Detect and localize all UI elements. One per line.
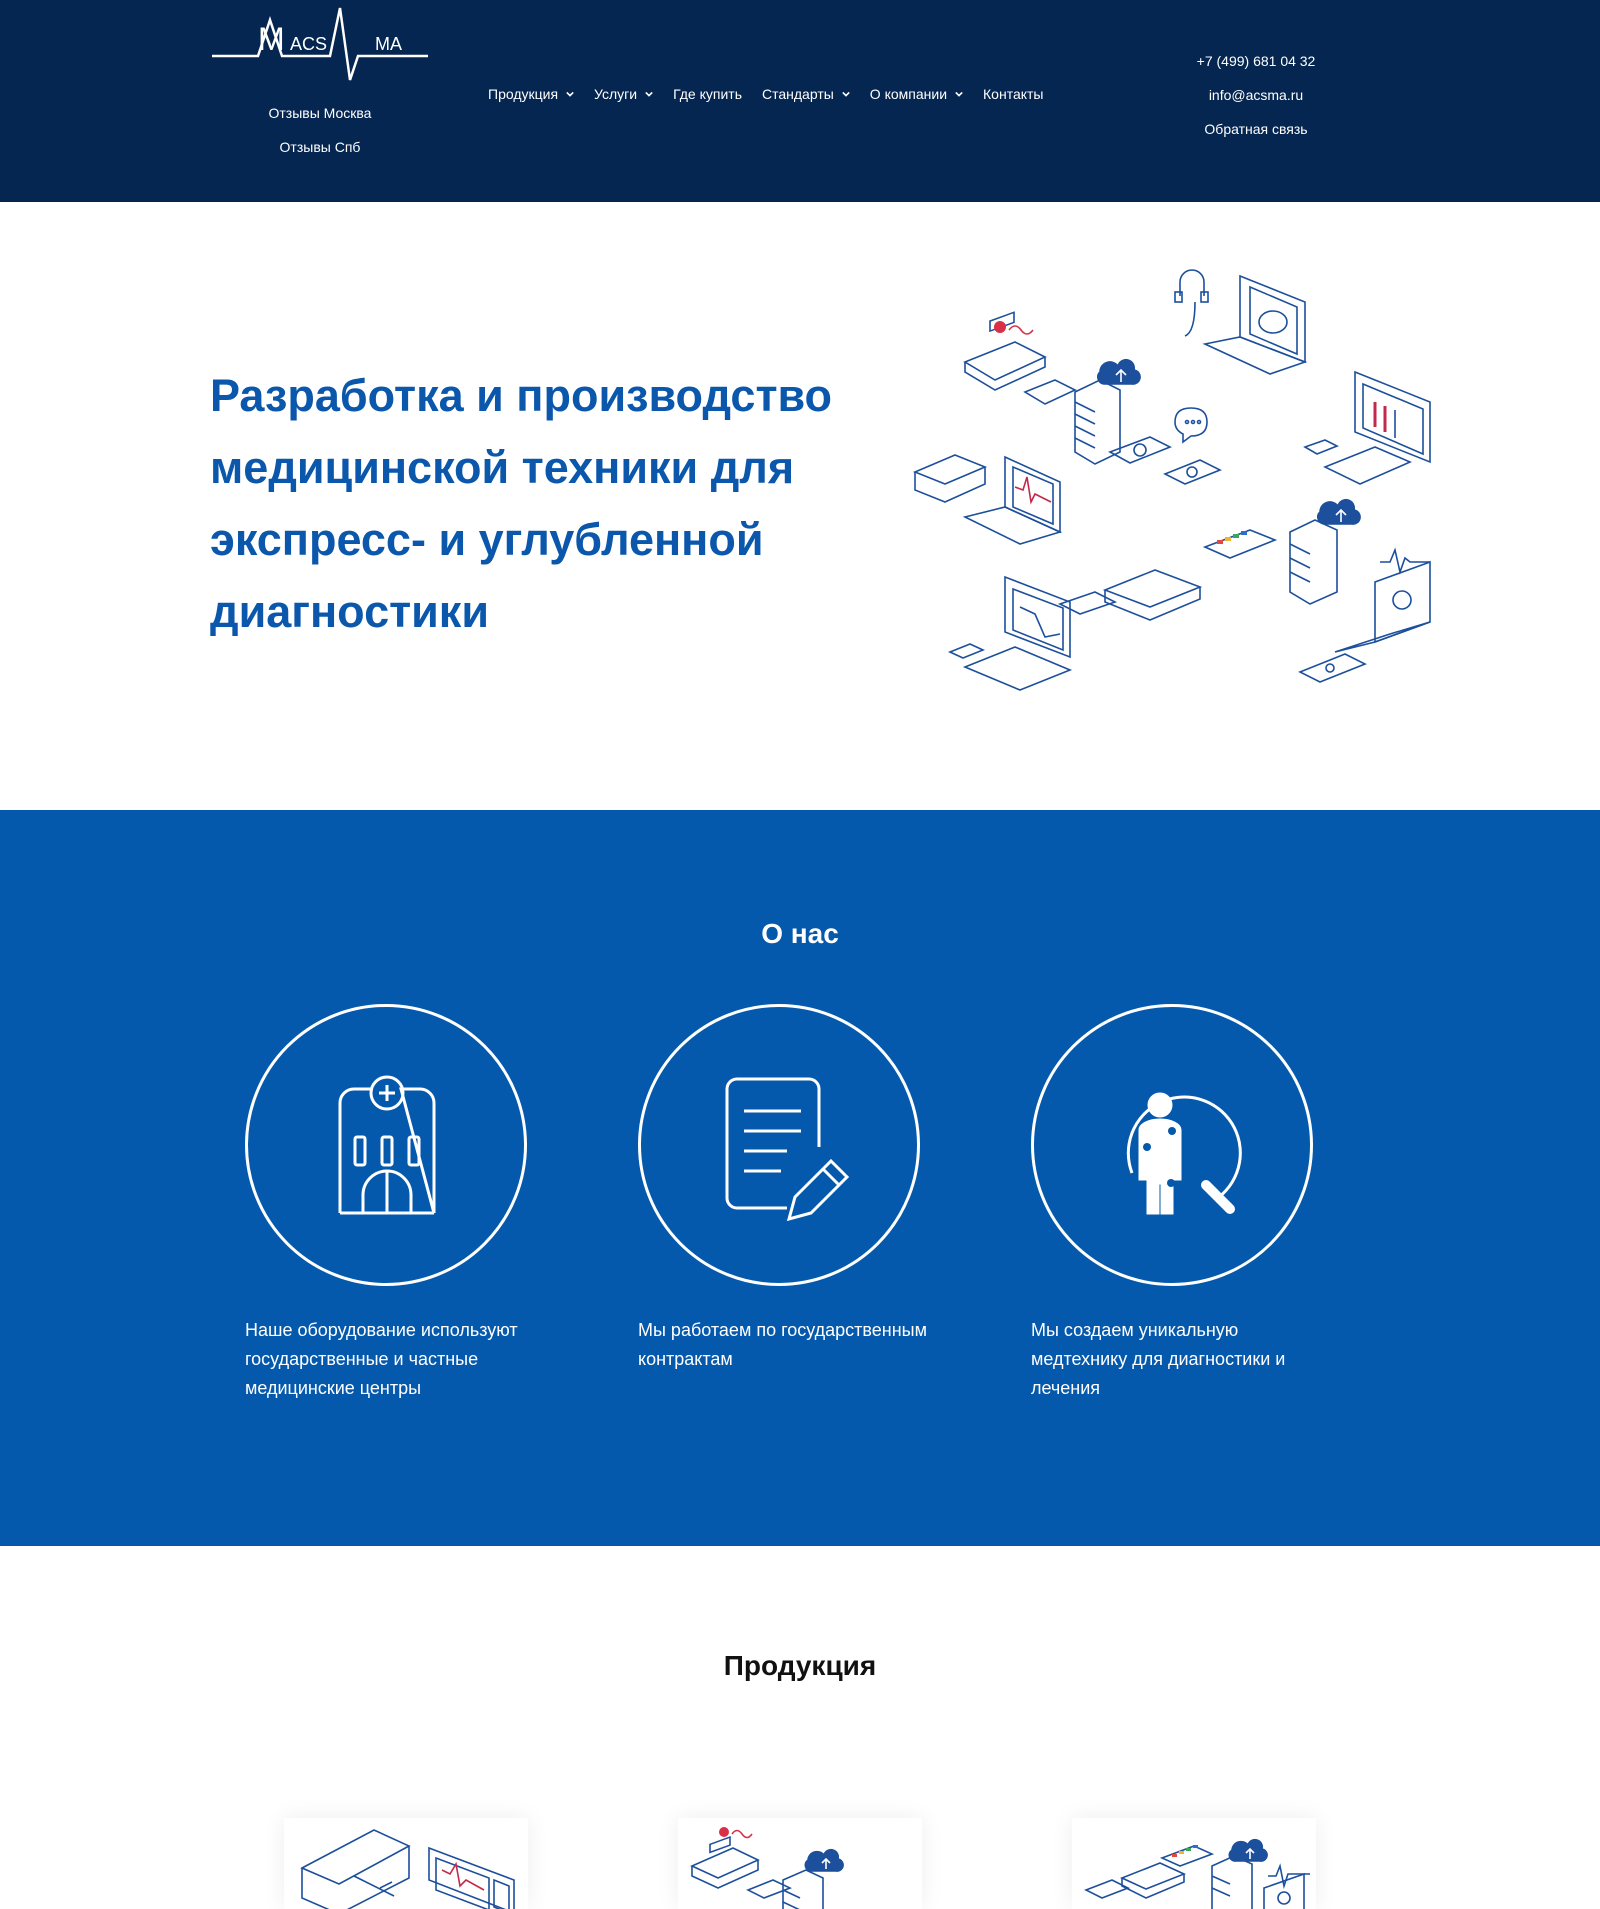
feature-circle [245,1004,527,1286]
document-pen-icon [641,1007,923,1289]
feature-text: Наше оборудование используют государственные и частные медицинские центры [245,1320,518,1398]
reviews-moscow-link[interactable]: Отзывы Москва [268,105,372,121]
product-card[interactable] [678,1818,922,1909]
medical-network-illustration [905,262,1445,722]
hospital-icon [248,1007,530,1289]
site-header [0,0,1600,202]
telemedicine-system-illustration [1072,1818,1316,1909]
nav-item-products[interactable] [488,86,574,102]
patient-monitor-icon [950,577,1070,690]
products-title: Продукция [723,1650,877,1681]
feedback-link[interactable]: Обратная связь [1204,121,1308,137]
holter-device-illustration [284,1818,528,1909]
product-card[interactable] [284,1818,528,1909]
nav-label: Стандарты [762,86,834,102]
hero-section [0,202,1600,810]
server-bottom-icon [1290,500,1360,604]
phone-link[interactable]: +7 (499) 681 04 32 [1196,53,1316,69]
nav-item-services[interactable] [594,86,653,102]
ecg-laptop-icon [915,455,1060,544]
about-section [0,810,1600,1546]
about-title: О нас [761,918,839,949]
logo-text-right: MA [375,34,402,54]
feature-text: Мы создаем уникальную медтехнику для диагностики и лечения [1031,1320,1286,1398]
bp-monitor-icon [965,312,1075,404]
nav-label: Продукция [488,86,559,102]
person-search-icon [1034,1007,1316,1289]
header-contacts [1176,44,1336,146]
acsma-logo[interactable] [210,6,430,82]
feature-circle [1031,1004,1313,1286]
nav-label: О компании [869,86,948,102]
feature-card [638,1004,938,1374]
server-icon [1075,360,1140,464]
email-link[interactable]: info@acsma.ru [1208,87,1304,103]
doctor-laptop-icon [1300,550,1430,682]
chat-phones-icon [1110,408,1220,484]
bp-monitor-product-illustration [678,1818,922,1909]
hero-title: Разработка и производство медицинской техники для экспресс- и углубленной диагностики [210,370,833,637]
nav-label: Контакты [983,86,1044,102]
feature-circle [638,1004,920,1286]
nav-item-contacts[interactable] [983,86,1043,102]
feature-text: Мы работаем по государственным контрактам [638,1320,927,1369]
brain-scan-laptop-icon [1175,270,1305,374]
bp-device-bottom-icon [1060,530,1275,620]
chevron-down-icon [566,90,574,98]
product-card[interactable] [1072,1818,1316,1909]
chevron-down-icon [955,90,963,98]
lab-monitor-icon [1305,372,1430,484]
logo-text-left: ACS [290,34,328,54]
main-nav [488,86,1064,102]
reviews-spb-link[interactable]: Отзывы Спб [279,139,361,155]
feature-card [1031,1004,1331,1403]
chevron-down-icon [842,90,850,98]
nav-label: Услуги [594,86,638,102]
chevron-down-icon [645,90,653,98]
nav-item-where-to-buy[interactable] [673,86,742,102]
nav-item-about-company[interactable] [870,86,963,102]
nav-label: Где купить [673,86,742,102]
reviews-links [240,96,400,164]
logo-initial: M [258,21,285,57]
nav-item-standards[interactable] [762,86,850,102]
feature-card [245,1004,545,1403]
